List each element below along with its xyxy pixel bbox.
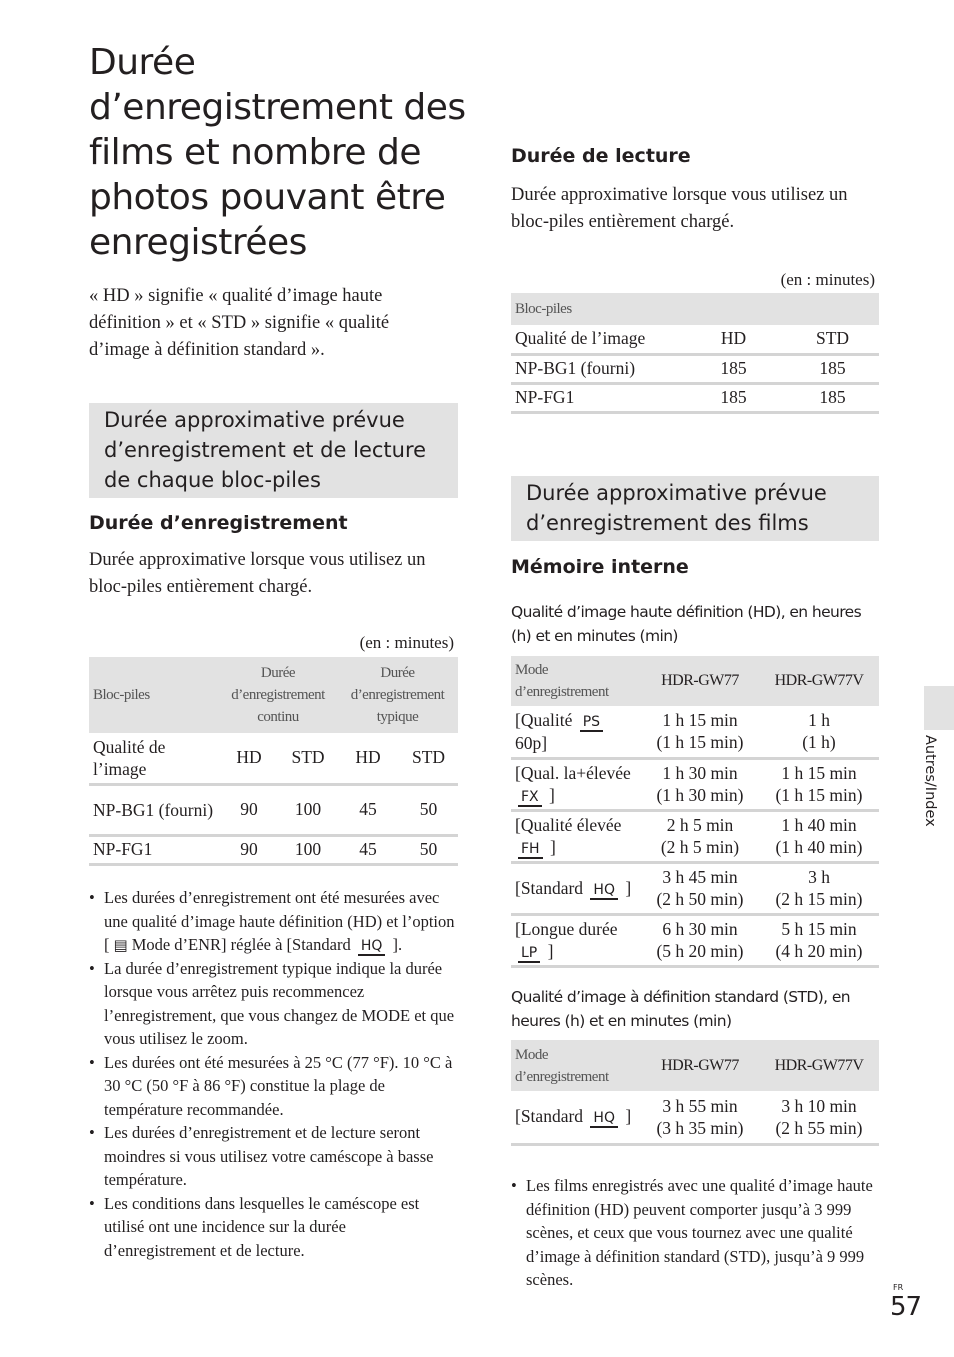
films-notes — [511, 1174, 873, 1292]
cell: STD — [399, 733, 458, 784]
cell: 45 — [337, 784, 399, 835]
header-continuous: Durée d’enregistrement continu — [231, 665, 325, 725]
table-row — [511, 706, 879, 758]
note-item: • Les films enregistrés avec une qualité d’image haute définition (HD) peuvent comporter jusqu’à 3 999 scènes, et ceux que vous tournez avec une qualité d’image à définition standard (STD), jusqu’à 9 999 scènes. — [511, 1174, 873, 1292]
section-heading-films: Durée approximative prévue d’enregistrement des films — [511, 476, 879, 541]
memory-subheading: Mémoire interne — [511, 556, 689, 578]
cell: 185 — [681, 383, 786, 412]
cell: 50 — [399, 784, 458, 835]
hd-table — [511, 656, 879, 968]
section-heading-battery: Durée approximative prévue d’enregistrement et de lecture de chaque bloc-piles — [89, 403, 458, 498]
table-header-row — [511, 293, 879, 325]
table-row — [89, 733, 458, 784]
hq-icon: HQ — [590, 1110, 618, 1128]
cell: 1 h 40 min (1 h 40 min) — [759, 810, 879, 862]
table-row — [511, 1091, 879, 1144]
cell: 185 — [786, 383, 879, 412]
header-battery: Bloc-piles — [93, 687, 150, 703]
header-model1: HDR-GW77 — [661, 672, 739, 689]
cell: 3 h 45 min (2 h 50 min) — [641, 862, 759, 914]
page-title: Durée d’enregistrement des films et nombre de photos pouvant être enregistrées — [89, 42, 466, 263]
table-row — [511, 810, 879, 862]
mode-cell: [Qualité PS 60p] — [511, 706, 641, 758]
cell: 2 h 5 min (2 h 5 min) — [641, 810, 759, 862]
cell: 90 — [219, 784, 279, 835]
intro-text: « HD » signifie « qualité d’image haute définition » et « STD » signifie « qualité d’image à définition standard ». — [89, 286, 390, 360]
cell: 3 h 55 min (3 h 35 min) — [641, 1091, 759, 1144]
quality-label: Qualité de l’image — [89, 733, 219, 784]
header-model2: HDR-GW77V — [774, 672, 864, 689]
note-item: • Les conditions dans lesquelles le caméscope est utilisé ont une incidence sur la durée d’enregistrement et de lecture. — [89, 1192, 461, 1263]
cell: 5 h 15 min (4 h 20 min) — [759, 914, 879, 966]
cell: 1 h 15 min (1 h 15 min) — [759, 758, 879, 810]
cell: 90 — [219, 835, 279, 864]
side-tab-marker — [924, 686, 954, 730]
header-typical: Durée d’enregistrement typique — [350, 665, 445, 725]
lp-icon: LP — [518, 945, 540, 963]
unit-label: (en : minutes) — [359, 633, 454, 652]
recording-body: Durée approximative lorsque vous utilisez un bloc-piles entièrement chargé. — [89, 550, 426, 597]
battery-name: NP-FG1 — [89, 835, 219, 864]
note-item: • Les durées d’enregistrement et de lecture seront moindres si vous utilisez votre caméscope à basse température. — [89, 1121, 461, 1192]
table-row — [511, 914, 879, 966]
mode-cell: [Standard HQ ] — [511, 862, 641, 914]
battery-name: NP-BG1 (fourni) — [89, 784, 219, 835]
film-icon: ▤ — [113, 936, 128, 954]
note-item: • Les durées ont été mesurées à 25 °C (77 °F). 10 °C à 30 °C (50 °F à 86 °F) constitue la plage de température recommandée. — [89, 1051, 461, 1122]
std-condition: Qualité d’image à définition standard (STD), en heures (h) et en minutes (min) — [511, 988, 850, 1030]
table-row — [89, 784, 458, 835]
cell: 45 — [337, 835, 399, 864]
fx-icon: FX — [518, 789, 542, 807]
playback-subheading: Durée de lecture — [511, 145, 691, 167]
table-row — [511, 758, 879, 810]
table-header-row — [511, 656, 879, 706]
cell: HD — [337, 733, 399, 784]
cell: 6 h 30 min (5 h 20 min) — [641, 914, 759, 966]
header-model2: HDR-GW77V — [774, 1056, 864, 1074]
cell: 3 h (2 h 15 min) — [759, 862, 879, 914]
note-item: • La durée d’enregistrement typique indique la durée lorsque vous arrêtez puis recommencez l’enregistrement, que vous changez de MODE et que vous utilisez le zoom. — [89, 957, 461, 1051]
cell: 100 — [279, 784, 337, 835]
cell: 1 h 15 min (1 h 15 min) — [641, 706, 759, 758]
table-row — [511, 383, 879, 412]
cell: 185 — [681, 354, 786, 383]
table-row — [511, 354, 879, 383]
cell: HD — [219, 733, 279, 784]
playback-unit: (en : minutes) — [780, 270, 875, 289]
table-header-row — [511, 1040, 879, 1091]
side-tab-label: Autres/Index — [922, 735, 938, 827]
recording-subheading: Durée d’enregistrement — [89, 512, 348, 534]
table-row — [511, 325, 879, 354]
recording-table — [89, 657, 458, 866]
header-model1: HDR-GW77 — [661, 1056, 739, 1074]
playback-body: Durée approximative lorsque vous utilisez un bloc-piles entièrement chargé. — [511, 185, 848, 232]
mode-cell: [Qualité élevée FH ] — [511, 810, 641, 862]
header-mode: Mode d’enregistrement — [515, 1046, 609, 1085]
playback-table — [511, 293, 879, 414]
cell: 185 — [786, 354, 879, 383]
header-mode: Mode d’enregistrement — [515, 662, 609, 700]
battery-name: NP-BG1 (fourni) — [511, 354, 681, 383]
cell: STD — [279, 733, 337, 784]
hq-icon: HQ — [358, 938, 386, 956]
cell: 50 — [399, 835, 458, 864]
language-label: FR — [893, 1283, 904, 1292]
quality-label: Qualité de l’image — [511, 325, 681, 354]
table-row — [511, 862, 879, 914]
cell: STD — [786, 325, 879, 354]
cell: 1 h 30 min (1 h 30 min) — [641, 758, 759, 810]
hd-condition: Qualité d’image haute définition (HD), en heures (h) et en minutes (min) — [511, 603, 862, 645]
header-battery: Bloc-piles — [515, 301, 572, 317]
note-item: • Les durées d’enregistrement ont été mesurées avec une qualité d’image haute définition (HD) et l’option [ ▤ Mode d’ENR] réglée à [Standard HQ ]. — [89, 886, 461, 957]
cell: HD — [681, 325, 786, 354]
ps-icon: PS — [580, 714, 603, 732]
hq-icon: HQ — [590, 882, 618, 900]
notes-list — [89, 886, 461, 1262]
table-header-row — [89, 657, 458, 733]
fh-icon: FH — [518, 841, 543, 859]
std-table — [511, 1040, 879, 1146]
cell: 1 h (1 h) — [759, 706, 879, 758]
mode-cell: [Standard HQ ] — [511, 1091, 641, 1144]
page-number: 57 — [890, 1292, 922, 1322]
mode-cell: [Qual. la+élevée FX ] — [511, 758, 641, 810]
battery-name: NP-FG1 — [511, 383, 681, 412]
cell: 100 — [279, 835, 337, 864]
table-row — [89, 835, 458, 864]
mode-cell: [Longue durée LP ] — [511, 914, 641, 966]
cell: 3 h 10 min (2 h 55 min) — [759, 1091, 879, 1144]
